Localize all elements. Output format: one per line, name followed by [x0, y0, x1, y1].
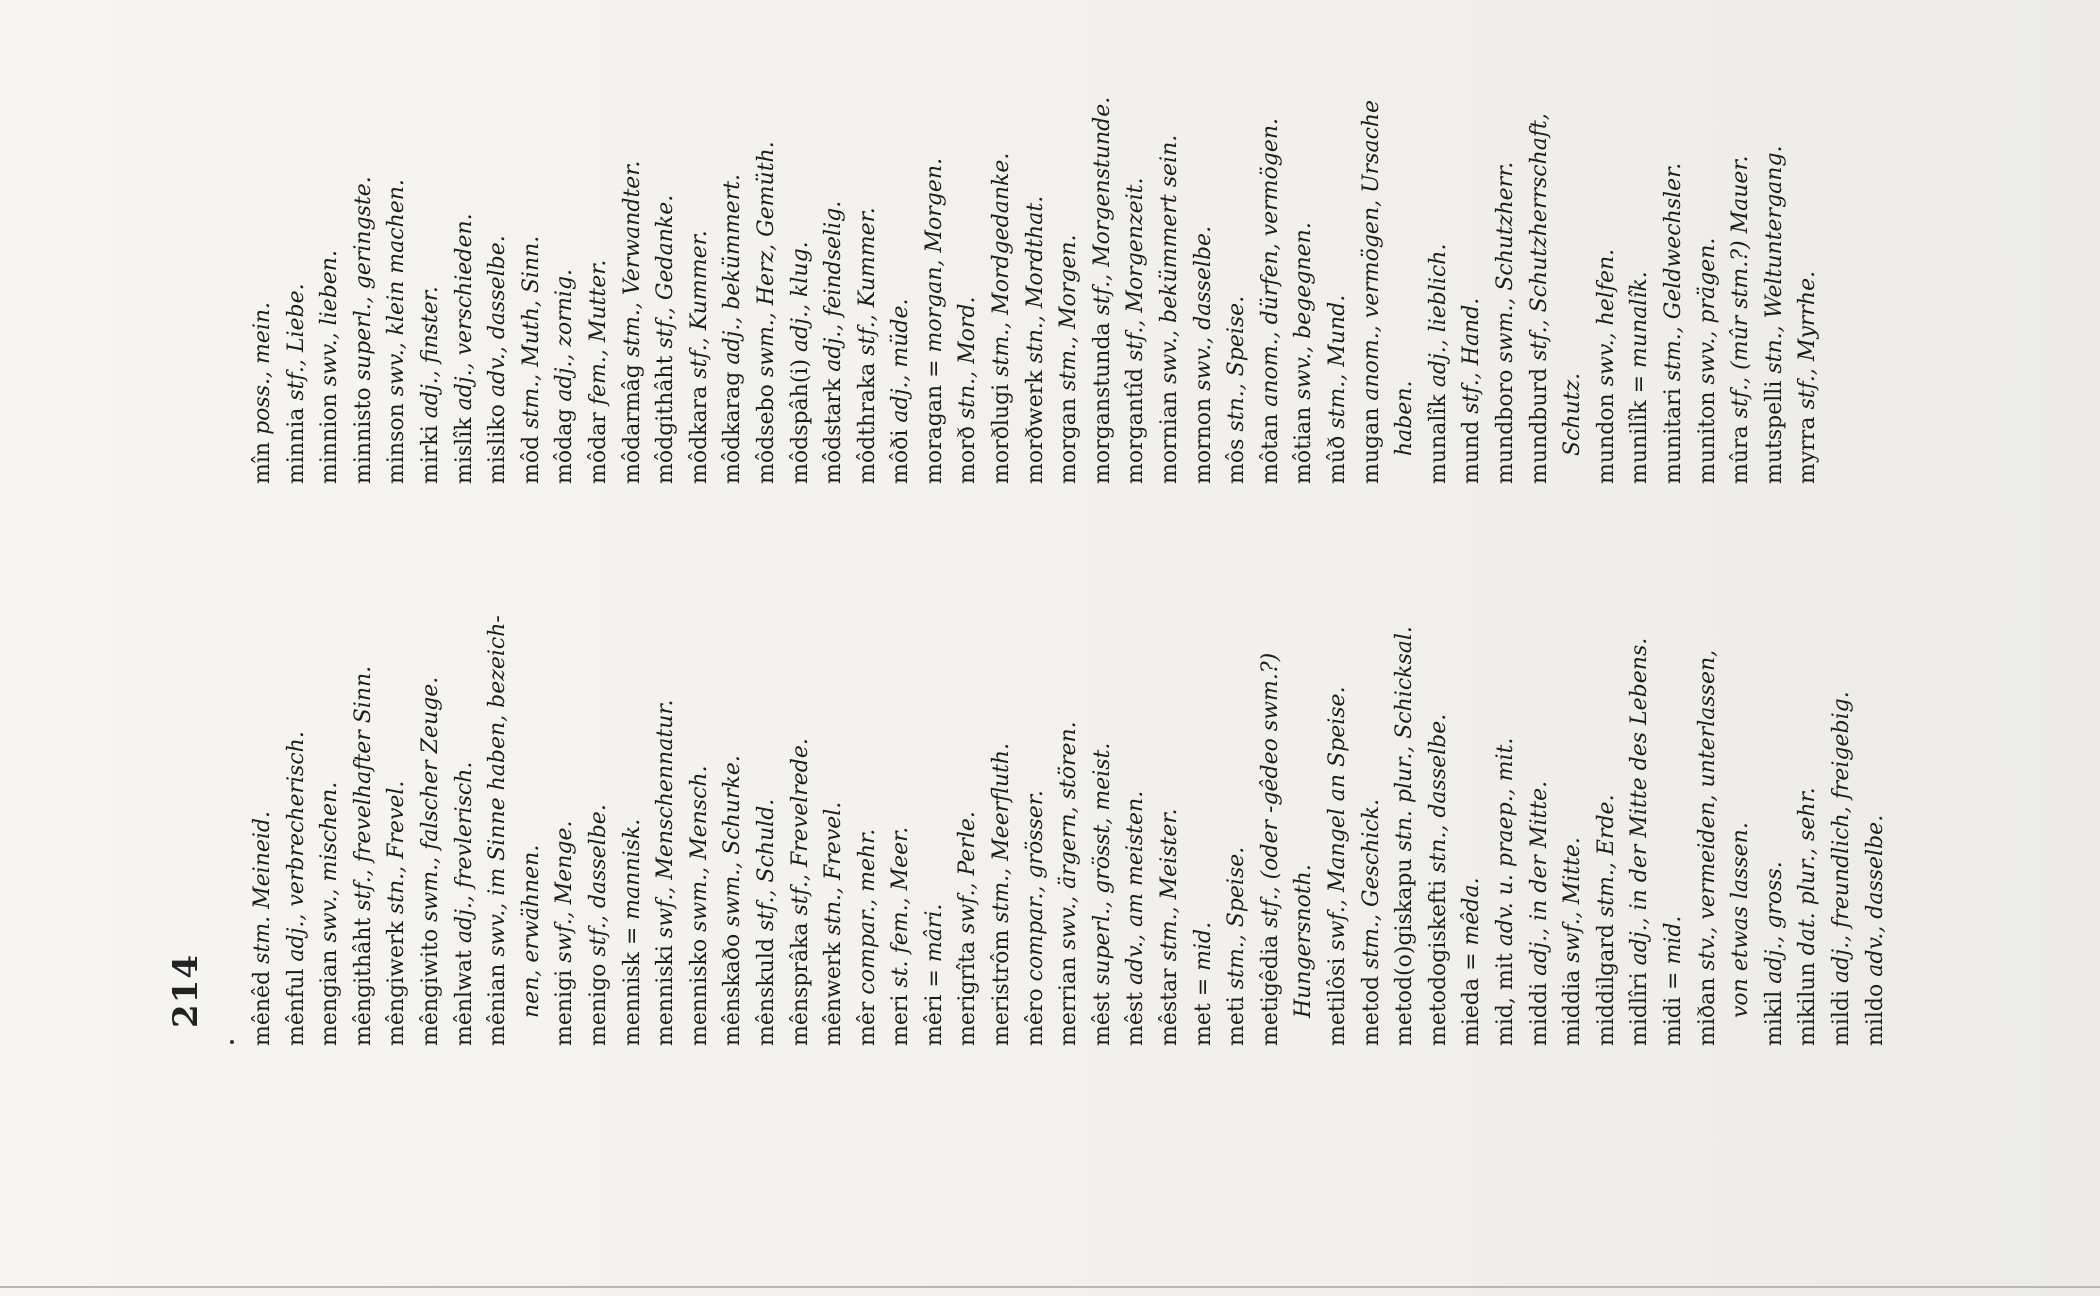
entry-headword: mênêd: [250, 970, 275, 1046]
dictionary-entry: [1119, 0, 1153, 484]
dictionary-entry: [1422, 0, 1456, 484]
dictionary-entry: [918, 446, 952, 1046]
entry-definition: = mêda.: [1459, 877, 1485, 978]
entry-headword: mid, mit: [1492, 953, 1518, 1046]
entry-definition: stm., Verwandter.: [619, 160, 645, 365]
dictionary-entry: [1153, 0, 1187, 484]
entry-definition: adj., frevlerisch.: [451, 761, 477, 951]
entry-headword: mênskaðo: [720, 933, 746, 1046]
entry-headword: mênful: [283, 968, 309, 1046]
entry-definition: swf., Mitte.: [1560, 837, 1586, 970]
entry-headword: mieda: [1459, 977, 1485, 1046]
dictionary-entry: [851, 0, 885, 484]
entry-definition: stf., Frevelrede.: [787, 738, 813, 923]
dictionary-entry: [1355, 0, 1389, 484]
dictionary-entry: [1321, 0, 1355, 484]
entry-headword: metod: [1358, 975, 1384, 1046]
entry-definition: adj., freundlich, freigebig.: [1828, 691, 1854, 990]
entry-headword: môdag: [552, 408, 578, 484]
entry-definition: stf., Liebe.: [283, 283, 309, 408]
dictionary-entry: [414, 0, 448, 484]
entry-definition: von etwas lassen.: [1728, 822, 1754, 1018]
entry-headword: mennisko: [686, 938, 712, 1046]
entry-definition: st. fem., Meer.: [888, 826, 914, 995]
dictionary-entry: [1355, 446, 1389, 1046]
dictionary-entry: [380, 446, 414, 1046]
entry-headword: mênian: [485, 963, 511, 1046]
dictionary-entry: [884, 446, 918, 1046]
entry-definition: = mâri.: [921, 903, 947, 995]
entry-definition: swv., helfen.: [1593, 248, 1619, 394]
entry-headword: muniton: [1694, 391, 1720, 484]
entry-headword: menigo: [585, 963, 611, 1046]
entry-definition: stn., Mordthat.: [1022, 195, 1048, 371]
entry-definition: adj., bekümmert.: [720, 173, 746, 372]
dictionary-entry: [1556, 446, 1590, 1046]
entry-definition: haben.: [1392, 380, 1418, 456]
entry-definition: nen, erwähnen.: [518, 844, 544, 1018]
entry-definition: stm. Meineid.: [250, 810, 275, 971]
entry-headword: mutspelli: [1761, 380, 1787, 484]
entry-headword: merigrîta: [955, 940, 981, 1046]
entry-definition: swv., begegnen.: [1291, 222, 1317, 407]
entry-definition: adj., müde.: [888, 298, 914, 430]
entry-headword: metigêdia: [1257, 934, 1283, 1046]
dictionary-column-left: [246, 446, 1892, 1046]
entry-headword: merrian: [1056, 956, 1082, 1046]
dictionary-entry: [683, 0, 717, 484]
entry-headword: mêstar: [1157, 968, 1183, 1046]
dictionary-entry: [1489, 0, 1523, 484]
dictionary-entry: [817, 0, 851, 484]
entry-headword: môdspâh(i): [787, 358, 813, 484]
entry-definition: swm., Mensch.: [686, 765, 712, 939]
entry-headword: mêst: [1123, 991, 1149, 1046]
entry-headword: meristrôm: [989, 929, 1015, 1046]
entry-definition: stf., Morgenstunde.: [1089, 96, 1115, 323]
entry-headword: meri: [888, 994, 914, 1046]
entry-definition: stm., Mund.: [1325, 294, 1350, 436]
entry-headword: mêngiwito: [417, 928, 443, 1046]
entry-definition: fem., Mutter.: [585, 259, 611, 413]
entry-definition: stf., (mûr stm.?) Mauer.: [1728, 155, 1754, 426]
entry-definition: swv., mischen.: [317, 781, 343, 950]
dictionary-entry-continuation: [1388, 0, 1422, 484]
entry-headword: mundburd: [1526, 367, 1552, 484]
dictionary-entry: [1086, 446, 1120, 1046]
dictionary-entry: [750, 0, 784, 484]
entry-headword: munalîk: [1425, 394, 1451, 484]
entry-definition: stf., dasselbe.: [585, 804, 611, 964]
entry-definition: = morgan, Morgen.: [921, 157, 947, 385]
entry-headword: moragan: [921, 384, 947, 484]
dictionary-entry: [1791, 446, 1825, 1046]
dictionary-entry: [1523, 0, 1557, 484]
entry-headword: môði: [888, 429, 914, 484]
entry-headword: mislîk: [451, 417, 477, 484]
entry-definition: stn., Frevel.: [384, 780, 410, 922]
entry-headword: mildi: [1828, 989, 1854, 1046]
entry-headword: mugan: [1358, 407, 1384, 484]
dictionary-entry: [784, 0, 818, 484]
entry-definition: stm., Morgen.: [1056, 234, 1082, 398]
entry-definition: stm., Geldwechsler.: [1660, 162, 1686, 389]
entry-headword: mîn: [250, 441, 275, 484]
entry-definition: swv., ärgern, stören.: [1056, 721, 1082, 957]
entry-headword: misliko: [485, 404, 511, 484]
entry-headword: mennisk: [619, 952, 645, 1046]
dictionary-entry: [481, 0, 515, 484]
dictionary-entry: [313, 446, 347, 1046]
entry-headword: middia: [1560, 969, 1586, 1046]
dictionary-entry: [1691, 446, 1725, 1046]
dictionary-entry: [1388, 446, 1422, 1046]
entry-headword: môtian: [1291, 406, 1317, 484]
dictionary-entry: [548, 446, 582, 1046]
dictionary-entry: [716, 446, 750, 1046]
entry-definition: stf., Kummer.: [854, 207, 880, 363]
entry-definition: anom., dürfen, vermögen.: [1257, 117, 1283, 414]
dictionary-entry: [951, 0, 985, 484]
entry-headword: môdkarag: [720, 371, 746, 484]
dictionary-entry: [750, 446, 784, 1046]
entry-headword: menniski: [653, 945, 679, 1046]
entry-headword: morganstunda: [1089, 322, 1115, 484]
entry-definition: adv., dasselbe.: [485, 235, 511, 405]
dictionary-entry: [1287, 0, 1321, 484]
dictionary-entry: [1657, 0, 1691, 484]
bullet-mark: [230, 1040, 234, 1044]
dictionary-entry: [1825, 446, 1859, 1046]
entry-headword: môdkara: [686, 385, 712, 484]
entry-definition: = mid.: [1190, 921, 1216, 1004]
dictionary-entry: [649, 0, 683, 484]
entry-definition: stm., Geschick.: [1358, 798, 1384, 976]
dictionary-entry: [414, 446, 448, 1046]
dictionary-entry: [1657, 446, 1691, 1046]
entry-headword: mênskuld: [753, 938, 779, 1046]
entry-headword: môs: [1224, 438, 1250, 484]
entry-definition: adv., am meisten.: [1123, 790, 1149, 992]
dictionary-entry: [1019, 446, 1053, 1046]
entry-headword: mildo: [1862, 983, 1888, 1046]
entry-definition: stf., Myrrhe.: [1795, 270, 1821, 417]
dictionary-entry-continuation: [515, 446, 549, 1046]
entry-definition: adj., lieblich.: [1425, 243, 1451, 395]
dictionary-entry: [280, 446, 314, 1046]
entry-definition: stn. plur., Schicksal.: [1392, 626, 1418, 859]
entry-headword: meti: [1224, 996, 1250, 1046]
entry-headword: midi: [1660, 996, 1686, 1046]
entry-definition: anom., vermögen, Ursache: [1358, 99, 1384, 408]
entry-headword: middilgard: [1593, 924, 1619, 1046]
entry-definition: dat. plur., sehr.: [1795, 787, 1821, 963]
entry-definition: swv., dasselbe.: [1190, 225, 1216, 398]
page-number: 214: [166, 954, 206, 1028]
entry-headword: miðan: [1694, 977, 1720, 1046]
dictionary-entry: [1153, 446, 1187, 1046]
dictionary-entry: [1019, 0, 1053, 484]
dictionary-entry: [649, 446, 683, 1046]
entry-headword: mêst: [1089, 991, 1115, 1046]
entry-headword: mûra: [1728, 425, 1754, 484]
dictionary-entry: [1691, 0, 1725, 484]
dictionary-entry: [380, 0, 414, 484]
entry-definition: swm., falscher Zeuge.: [417, 676, 443, 929]
entry-definition: swv., im Sinne haben, bezeich-: [485, 615, 511, 964]
dictionary-entry: [1590, 0, 1624, 484]
dictionary-entry: [1758, 446, 1792, 1046]
entry-definition: adv. u. praep., mit.: [1492, 737, 1518, 954]
entry-definition: stf., (oder -gêdeo swm.?): [1257, 652, 1283, 935]
entry-headword: munitari: [1660, 388, 1686, 484]
dictionary-entry-continuation: [1287, 446, 1321, 1046]
entry-headword: mornon: [1190, 397, 1216, 484]
entry-definition: stf., Hand.: [1459, 297, 1485, 421]
entry-headword: minnia: [283, 407, 309, 484]
dictionary-entry: [1086, 0, 1120, 484]
dictionary-entry: [1422, 446, 1456, 1046]
dictionary-entry: [1254, 0, 1288, 484]
entry-headword: myrra: [1795, 416, 1821, 484]
dictionary-entry: [884, 0, 918, 484]
dictionary-entry: [1859, 446, 1893, 1046]
entry-definition: superl., geringste.: [350, 176, 376, 388]
entry-definition: stn., Weltuntergang.: [1761, 145, 1787, 381]
entry-headword: môd: [518, 435, 544, 484]
dictionary-entry: [582, 446, 616, 1046]
entry-definition: = munalîk.: [1627, 271, 1653, 401]
entry-definition: adj., finster.: [417, 286, 443, 426]
entry-definition: stv., vermeiden, unterlassen,: [1694, 649, 1720, 978]
entry-definition: swv., bekümmert sein.: [1157, 134, 1183, 391]
dictionary-entry: [1321, 446, 1355, 1046]
entry-headword: mênsprâka: [787, 922, 813, 1046]
dictionary-entry: [448, 446, 482, 1046]
entry-headword: morgan: [1056, 398, 1082, 484]
dictionary-entry: [1220, 0, 1254, 484]
entry-definition: Hungersnoth.: [1291, 864, 1317, 1018]
dictionary-entry: [280, 0, 314, 484]
dictionary-entry: [1220, 446, 1254, 1046]
entry-headword: môtan: [1257, 413, 1283, 484]
entry-definition: swm., Schurke.: [720, 755, 746, 934]
entry-definition: compar., grösser.: [1022, 790, 1048, 989]
entry-definition: adj., feindselig.: [821, 200, 847, 379]
entry-definition: adj., zornig.: [552, 268, 578, 409]
dictionary-entry: [616, 0, 650, 484]
dictionary-column-right: [246, 0, 1825, 484]
dictionary-entry: [246, 0, 280, 484]
dictionary-entry: [985, 446, 1019, 1046]
entry-headword: mirki: [417, 425, 443, 484]
entry-headword: mêngiwerk: [384, 921, 410, 1046]
entry-definition: stn., dasselbe.: [1425, 713, 1451, 880]
dictionary-entry: [246, 446, 280, 1046]
entry-definition: stf., Kummer.: [686, 230, 712, 386]
entry-definition: Schutz.: [1560, 372, 1586, 456]
entry-definition: stf., Schutzherrschaft,: [1526, 113, 1552, 368]
entry-headword: môdthraka: [854, 362, 880, 484]
entry-headword: mênlwat: [451, 950, 477, 1046]
entry-headword: menigi: [552, 969, 578, 1046]
entry-definition: swv., klein machen.: [384, 179, 410, 404]
dictionary-entry: [1758, 0, 1792, 484]
dictionary-entry: [313, 0, 347, 484]
entry-headword: munilîk: [1627, 400, 1653, 484]
entry-headword: môdgithâht: [653, 355, 679, 484]
entry-definition: swf., Perle.: [955, 811, 981, 941]
dictionary-entry: [548, 0, 582, 484]
entry-definition: swv., lieben.: [317, 250, 343, 394]
entry-definition: stm., Meerfluth.: [989, 742, 1015, 930]
entry-definition: swv., prägen.: [1694, 237, 1720, 392]
entry-headword: metilôsi: [1325, 957, 1350, 1046]
dictionary-entry: [515, 0, 549, 484]
dictionary-entry: [1791, 0, 1825, 484]
entry-definition: swm., Herz, Gemüth.: [753, 141, 779, 385]
entry-definition: stf., frevelhafter Sinn.: [350, 665, 376, 918]
entry-headword: mikil: [1761, 990, 1787, 1046]
dictionary-entry: [1052, 446, 1086, 1046]
dictionary-entry: [1254, 446, 1288, 1046]
dictionary-entry: [784, 446, 818, 1046]
entry-headword: môdar: [585, 412, 611, 484]
entry-headword: minson: [384, 403, 410, 484]
entry-definition: adv., dasselbe.: [1862, 814, 1888, 984]
entry-definition: swf., Menschennatur.: [653, 699, 679, 946]
entry-headword: mûð: [1325, 435, 1350, 484]
dictionary-entry-continuation: [1724, 446, 1758, 1046]
dictionary-entry: [616, 446, 650, 1046]
entry-headword: morðwerk: [1022, 370, 1048, 484]
dictionary-entry: [481, 446, 515, 1046]
dictionary-entry: [1590, 446, 1624, 1046]
dictionary-entry: [448, 0, 482, 484]
entry-headword: minnisto: [350, 387, 376, 484]
dictionary-entry: [817, 446, 851, 1046]
dictionary-entry: [1052, 0, 1086, 484]
entry-definition: adj., gross.: [1761, 861, 1787, 991]
dictionary-entry-continuation: [1556, 0, 1590, 484]
entry-definition: = mannisk.: [619, 818, 645, 953]
dictionary-entry: [851, 446, 885, 1046]
dictionary-entry: [1489, 446, 1523, 1046]
dictionary-entry: [918, 0, 952, 484]
dictionary-entry: [1187, 0, 1221, 484]
entry-headword: mundon: [1593, 393, 1619, 484]
entry-definition: adj., klug.: [787, 241, 813, 359]
dictionary-entry: [1623, 446, 1657, 1046]
entry-definition: stn., Speise.: [1224, 295, 1250, 439]
dictionary-entry: [582, 0, 616, 484]
dictionary-entry: [1455, 446, 1489, 1046]
dictionary-entry: [1119, 446, 1153, 1046]
entry-headword: mêr: [854, 1001, 880, 1046]
entry-definition: stn., Mord.: [955, 296, 981, 427]
entry-headword: môdsebo: [753, 384, 779, 484]
entry-headword: mornian: [1157, 390, 1183, 484]
entry-definition: adj., verbrecherisch.: [283, 731, 309, 969]
entry-headword: mênwerk: [821, 942, 847, 1046]
entry-headword: môdarmâg: [619, 364, 645, 484]
dictionary-entry: [985, 0, 1019, 484]
entry-headword: minnion: [317, 393, 343, 484]
entry-definition: adj., verschieden.: [451, 213, 477, 418]
dictionary-entry: [1455, 0, 1489, 484]
entry-definition: = mid.: [1660, 915, 1686, 997]
entry-definition: stm., Speise.: [1224, 846, 1250, 997]
entry-definition: stf., Gedanke.: [653, 194, 679, 356]
entry-headword: midlîri: [1627, 972, 1653, 1046]
entry-headword: môdstark: [821, 378, 847, 484]
dictionary-entry: [716, 0, 750, 484]
entry-definition: swm., Schutzherr.: [1492, 161, 1518, 370]
entry-headword: mundboro: [1492, 369, 1518, 484]
entry-headword: mêri: [921, 994, 947, 1046]
entry-headword: mengian: [317, 949, 343, 1046]
entry-headword: morðlugi: [989, 383, 1015, 484]
entry-headword: middi: [1526, 982, 1552, 1046]
entry-definition: stf., Schuld.: [753, 798, 779, 939]
entry-headword: metod(o)giskapu: [1392, 858, 1418, 1046]
entry-headword: morð: [955, 426, 981, 484]
entry-headword: morgantîd: [1123, 368, 1149, 484]
entry-definition: compar., mehr.: [854, 828, 880, 1002]
entry-headword: mund: [1459, 420, 1485, 484]
entry-definition: adj., in der Mitte.: [1526, 780, 1552, 983]
entry-definition: stm., Mordgedanke.: [989, 152, 1015, 384]
entry-definition: swf., Menge.: [552, 820, 578, 970]
entry-definition: superl., grösst, meist.: [1089, 742, 1115, 992]
dictionary-entry: [1724, 0, 1758, 484]
dictionary-entry: [951, 446, 985, 1046]
entry-definition: poss., mein.: [250, 301, 275, 442]
entry-headword: met: [1190, 1003, 1216, 1046]
entry-definition: stn., Frevel.: [821, 801, 847, 943]
entry-headword: metodogiskefti: [1425, 879, 1451, 1046]
entry-headword: mikilun: [1795, 962, 1821, 1046]
dictionary-entry: [1187, 446, 1221, 1046]
entry-headword: mêngithâht: [350, 917, 376, 1046]
dictionary-entry: [347, 446, 381, 1046]
dictionary-entry: [1623, 0, 1657, 484]
entry-definition: stf., Morgenzeit.: [1123, 177, 1149, 369]
entry-definition: swf., Mangel an Speise.: [1325, 686, 1350, 958]
dictionary-entry: [683, 446, 717, 1046]
dictionary-entry: [347, 0, 381, 484]
entry-headword: mêro: [1022, 988, 1048, 1046]
entry-definition: stm., Meister.: [1157, 808, 1183, 969]
entry-definition: stm., Erde.: [1593, 794, 1619, 925]
entry-definition: stm., Muth, Sinn.: [518, 235, 544, 436]
entry-definition: adj., in der Mitte des Lebens.: [1627, 637, 1653, 973]
dictionary-entry: [1523, 446, 1557, 1046]
